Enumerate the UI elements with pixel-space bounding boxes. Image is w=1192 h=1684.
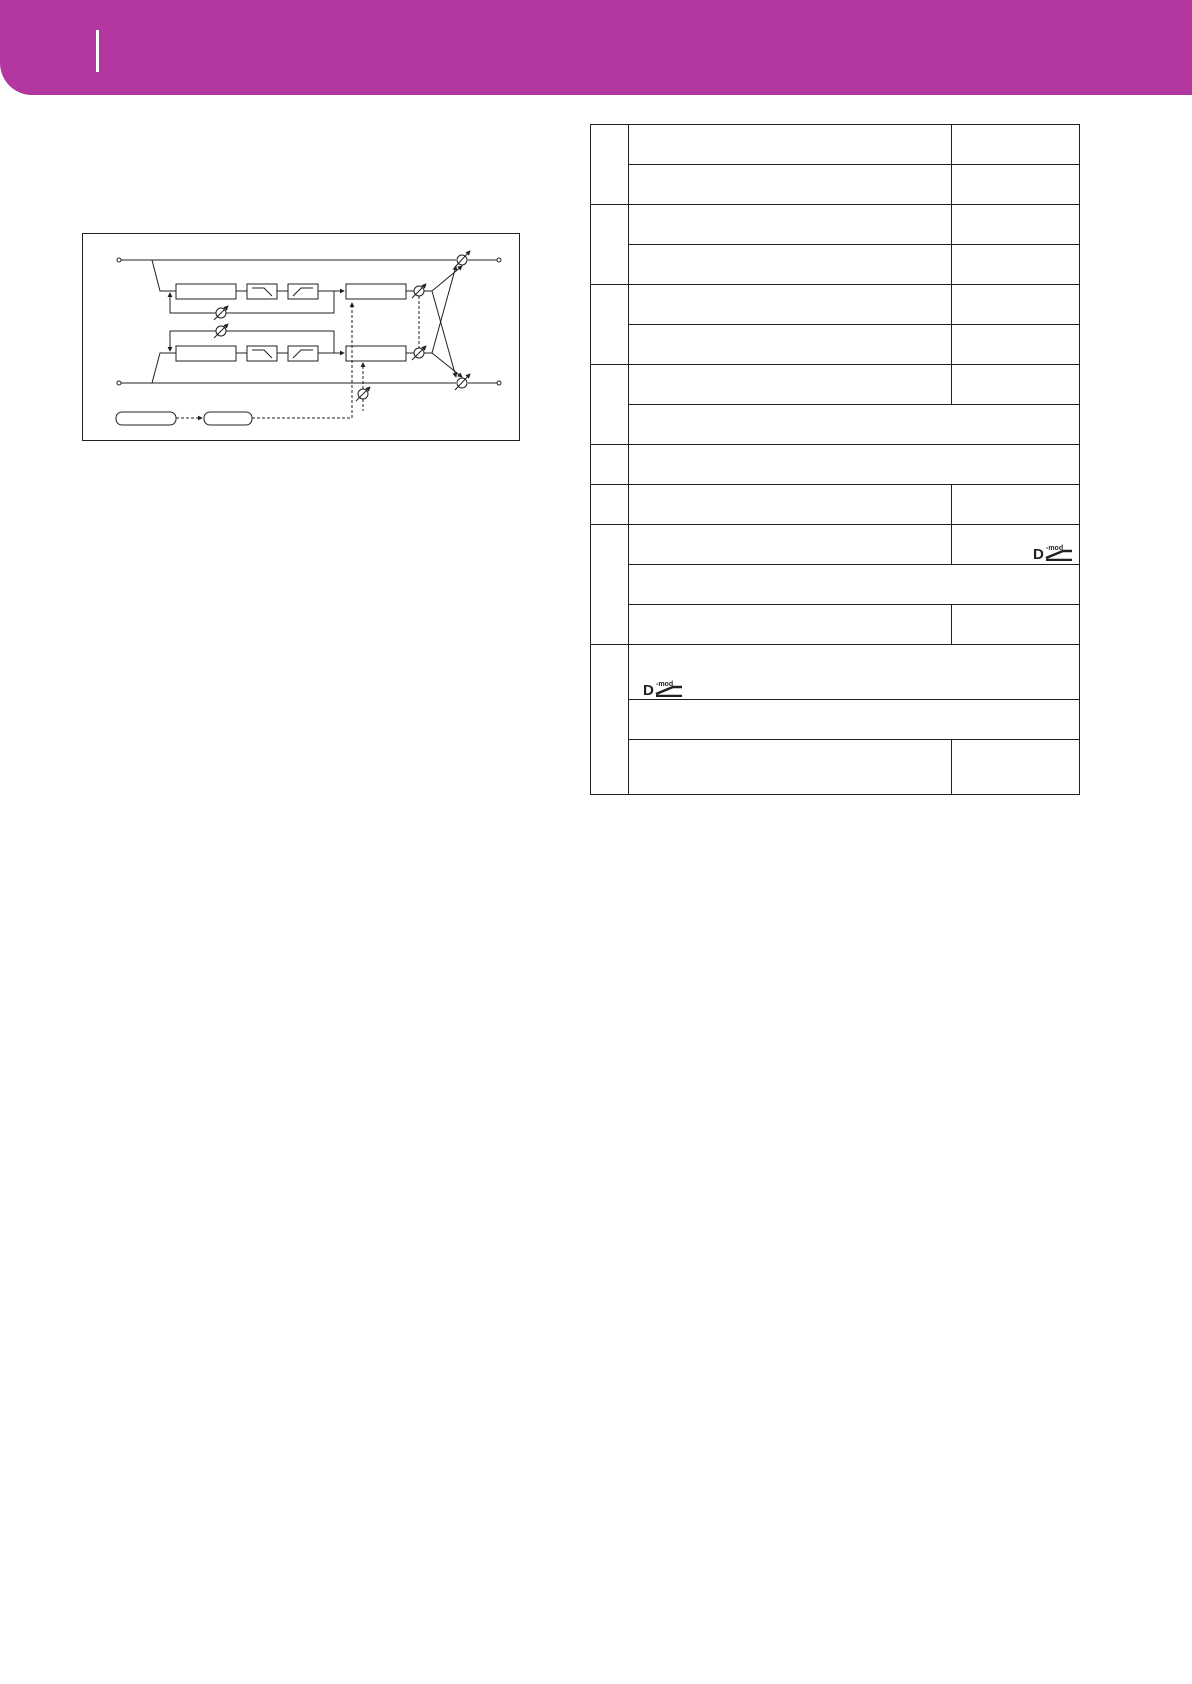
table-row bbox=[591, 165, 1080, 205]
param-value-cell bbox=[952, 485, 1080, 525]
param-number-cell bbox=[591, 205, 629, 285]
param-value-cell bbox=[952, 325, 1080, 365]
table-row bbox=[591, 405, 1080, 445]
output-l-terminal bbox=[497, 258, 501, 262]
param-number-cell bbox=[591, 485, 629, 525]
table-row bbox=[591, 245, 1080, 285]
param-number-cell bbox=[591, 365, 629, 445]
param-value-cell bbox=[952, 285, 1080, 325]
param-value-cell bbox=[952, 165, 1080, 205]
hicut-l-block bbox=[247, 284, 277, 299]
table-row bbox=[591, 605, 1080, 645]
param-section-cell bbox=[629, 445, 1080, 485]
lfo-block bbox=[116, 412, 176, 425]
block-diagram bbox=[82, 233, 520, 441]
table-row bbox=[591, 445, 1080, 485]
param-name-cell bbox=[629, 485, 952, 525]
param-name-cell bbox=[629, 205, 952, 245]
param-name-cell bbox=[629, 605, 952, 645]
table-row bbox=[591, 645, 1080, 700]
param-name-cell bbox=[629, 165, 952, 205]
mod-r-block bbox=[346, 346, 406, 361]
svg-text:D: D bbox=[643, 682, 654, 697]
diagram-svg bbox=[82, 233, 520, 441]
header-band bbox=[0, 0, 1192, 95]
table-row bbox=[591, 205, 1080, 245]
param-name-cell bbox=[629, 365, 952, 405]
output-r-terminal bbox=[497, 381, 501, 385]
table-row bbox=[591, 700, 1080, 740]
d-mod-icon bbox=[643, 679, 683, 697]
input-r-terminal bbox=[117, 381, 121, 385]
param-note-cell bbox=[629, 700, 1080, 740]
parameter-table bbox=[590, 124, 1080, 796]
param-number-cell bbox=[591, 645, 629, 795]
svg-text:-mod: -mod bbox=[1046, 545, 1064, 552]
param-value-cell bbox=[952, 525, 1080, 565]
param-value-cell bbox=[952, 365, 1080, 405]
param-value-cell bbox=[952, 245, 1080, 285]
table-row bbox=[591, 485, 1080, 525]
param-value-cell bbox=[952, 605, 1080, 645]
param-number-cell bbox=[591, 525, 629, 645]
param-note-cell bbox=[629, 565, 1080, 605]
param-value-cell bbox=[952, 125, 1080, 165]
delay-l-block bbox=[176, 284, 236, 299]
param-number-cell bbox=[591, 285, 629, 365]
table-row bbox=[591, 365, 1080, 405]
param-value-cell bbox=[952, 205, 1080, 245]
table-row bbox=[591, 285, 1080, 325]
param-section-cell bbox=[629, 645, 1080, 700]
table-row bbox=[591, 125, 1080, 165]
lfo-shape-block bbox=[204, 412, 252, 425]
mod-l-block bbox=[346, 284, 406, 299]
table-row bbox=[591, 740, 1080, 795]
param-name-cell bbox=[629, 740, 952, 795]
param-name-cell bbox=[629, 285, 952, 325]
header-divider bbox=[96, 30, 99, 72]
table-row bbox=[591, 565, 1080, 605]
diagram-frame bbox=[83, 234, 520, 441]
table-row bbox=[591, 325, 1080, 365]
locut-l-block bbox=[288, 284, 318, 299]
param-number-cell bbox=[591, 125, 629, 205]
param-name-cell bbox=[629, 325, 952, 365]
delay-r-block bbox=[176, 346, 236, 361]
param-number-cell bbox=[591, 445, 629, 485]
param-value-cell bbox=[952, 740, 1080, 795]
param-note-cell bbox=[629, 405, 1080, 445]
param-name-cell bbox=[629, 125, 952, 165]
svg-text:D: D bbox=[1033, 546, 1044, 561]
locut-r-block bbox=[288, 346, 318, 361]
input-l-terminal bbox=[117, 258, 121, 262]
table-row bbox=[591, 525, 1080, 565]
hicut-r-block bbox=[247, 346, 277, 361]
param-name-cell bbox=[629, 525, 952, 565]
svg-text:-mod: -mod bbox=[656, 681, 674, 688]
param-name-cell bbox=[629, 245, 952, 285]
d-mod-icon bbox=[1033, 543, 1073, 561]
